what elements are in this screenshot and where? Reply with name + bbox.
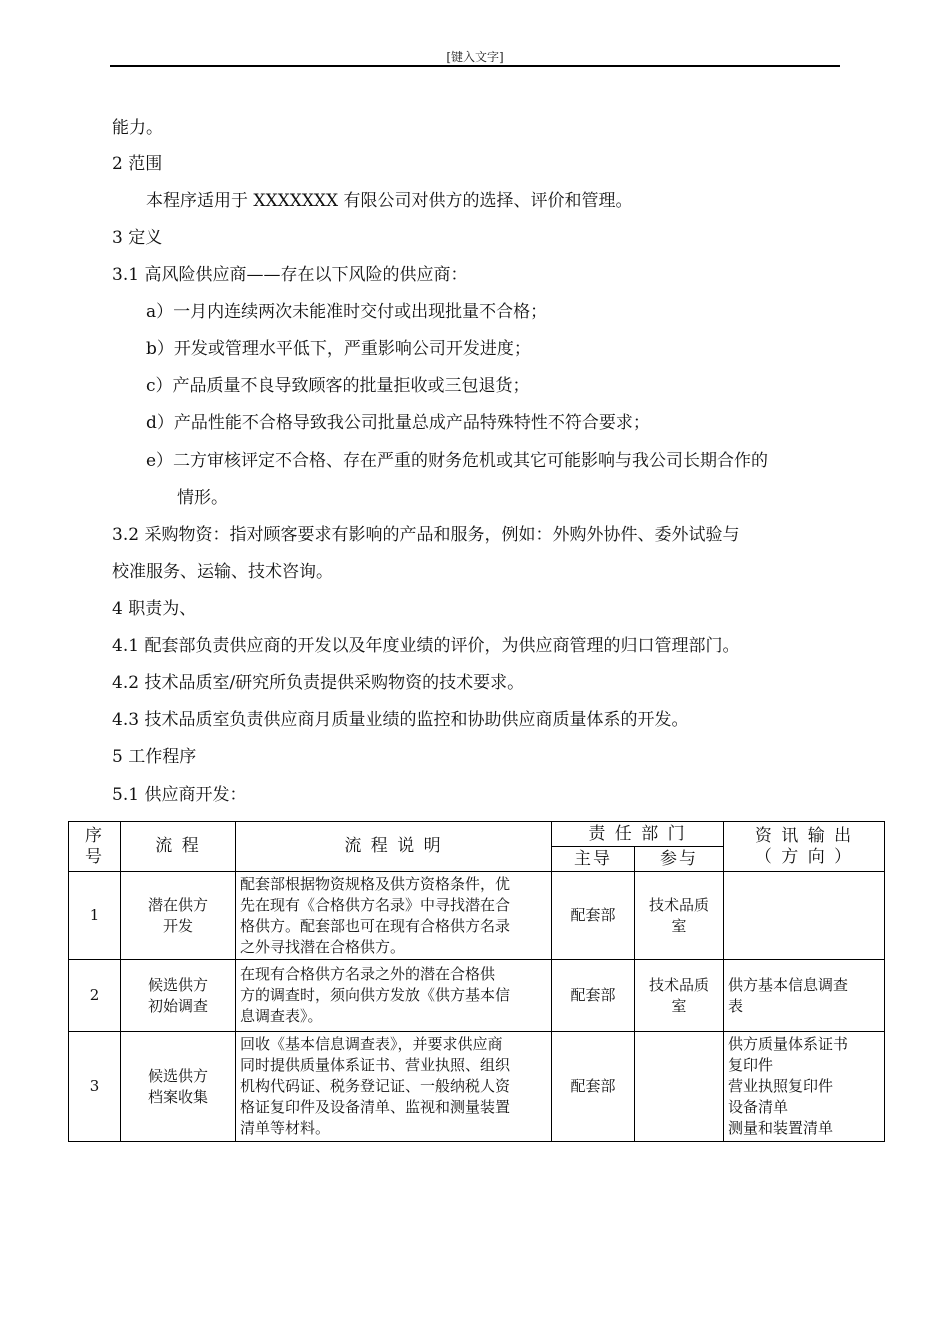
row-desc: 回收《基本信息调查表》，并要求供应商 同时提供质量体系证书、营业执照、组织 机构代码证、税务登记证、一般纳税人资 格证复印件及设备清单、监视和测量装置 清单等材料。	[236, 1032, 552, 1142]
row-desc: 配套部根据物资规格及供方资格条件，优 先在现有《合格供方名录》中寻找潜在合 格供方。配套部也可在现有合格供方名录 之外寻找潜在合格供方。	[236, 872, 552, 960]
table-header-row	[69, 822, 885, 847]
header-dept: 责 任 部 门	[552, 822, 724, 847]
section-heading: 4 职责为、	[112, 599, 197, 619]
row-participate	[635, 1032, 724, 1142]
body-line: 校准服务、运输、技术咨询。	[112, 562, 333, 582]
list-item: c）产品质量不良导致顾客的批量拒收或三包退货；	[146, 376, 530, 396]
row-flow: 候选供方 初始调查	[121, 960, 236, 1032]
header-divider	[110, 65, 840, 67]
section-heading: 3 定义	[112, 228, 163, 248]
body-line: 能力。	[112, 118, 163, 138]
row-desc: 在现有合格供方名录之外的潜在合格供 方的调查时，须向供方发放《供方基本信 息调查表》。	[236, 960, 552, 1032]
page-header: [键入文字]	[446, 50, 504, 64]
row-seq: 1	[69, 872, 121, 960]
body-line: 3.2 采购物资：指对顾客要求有影响的产品和服务，例如：外购外协件、委外试验与	[112, 525, 740, 545]
row-output: 供方质量体系证书 复印件 营业执照复印件 设备清单 测量和装置清单	[724, 1032, 885, 1142]
body-line: 4.3 技术品质室负责供应商月质量业绩的监控和协助供应商质量体系的开发。	[112, 710, 689, 730]
row-flow: 潜在供方 开发	[121, 872, 236, 960]
header-seq: 序 号	[69, 822, 121, 872]
body-line: 3.1 高风险供应商——存在以下风险的供应商：	[112, 265, 468, 285]
header-participate: 参与	[635, 847, 724, 872]
supplier-development-table	[68, 821, 885, 1142]
row-seq: 3	[69, 1032, 121, 1142]
list-item: e）二方审核评定不合格、存在严重的财务危机或其它可能影响与我公司长期合作的	[146, 451, 769, 471]
header-desc: 流 程 说 明	[236, 822, 552, 872]
table-row	[69, 872, 885, 960]
row-lead: 配套部	[552, 872, 635, 960]
table-row	[69, 1032, 885, 1142]
body-line: 4.1 配套部负责供应商的开发以及年度业绩的评价，为供应商管理的归口管理部门。	[112, 636, 740, 656]
body-line: 5.1 供应商开发：	[112, 785, 247, 805]
row-output	[724, 872, 885, 960]
section-heading: 2 范围	[112, 154, 163, 174]
row-lead: 配套部	[552, 960, 635, 1032]
list-item: d）产品性能不合格导致我公司批量总成产品特殊特性不符合要求；	[146, 413, 650, 433]
row-flow: 候选供方 档案收集	[121, 1032, 236, 1142]
header-lead: 主导	[552, 847, 635, 872]
body-line: 4.2 技术品质室/研究所负责提供采购物资的技术要求。	[112, 673, 525, 693]
row-participate: 技术品质 室	[635, 872, 724, 960]
row-seq: 2	[69, 960, 121, 1032]
header-flow: 流 程	[121, 822, 236, 872]
table-row	[69, 960, 885, 1032]
list-item: b）开发或管理水平低下，严重影响公司开发进度；	[146, 339, 531, 359]
row-output: 供方基本信息调查 表	[724, 960, 885, 1032]
list-item: a）一月内连续两次未能准时交付或出现批量不合格；	[146, 302, 548, 322]
row-lead: 配套部	[552, 1032, 635, 1142]
row-participate: 技术品质 室	[635, 960, 724, 1032]
header-output: 资 讯 输 出 （ 方 向 ）	[724, 822, 885, 872]
section-heading: 5 工作程序	[112, 747, 197, 767]
body-line: 本程序适用于 XXXXXXX 有限公司对供方的选择、评价和管理。	[146, 191, 633, 211]
list-item-continuation: 情形。	[177, 488, 228, 508]
